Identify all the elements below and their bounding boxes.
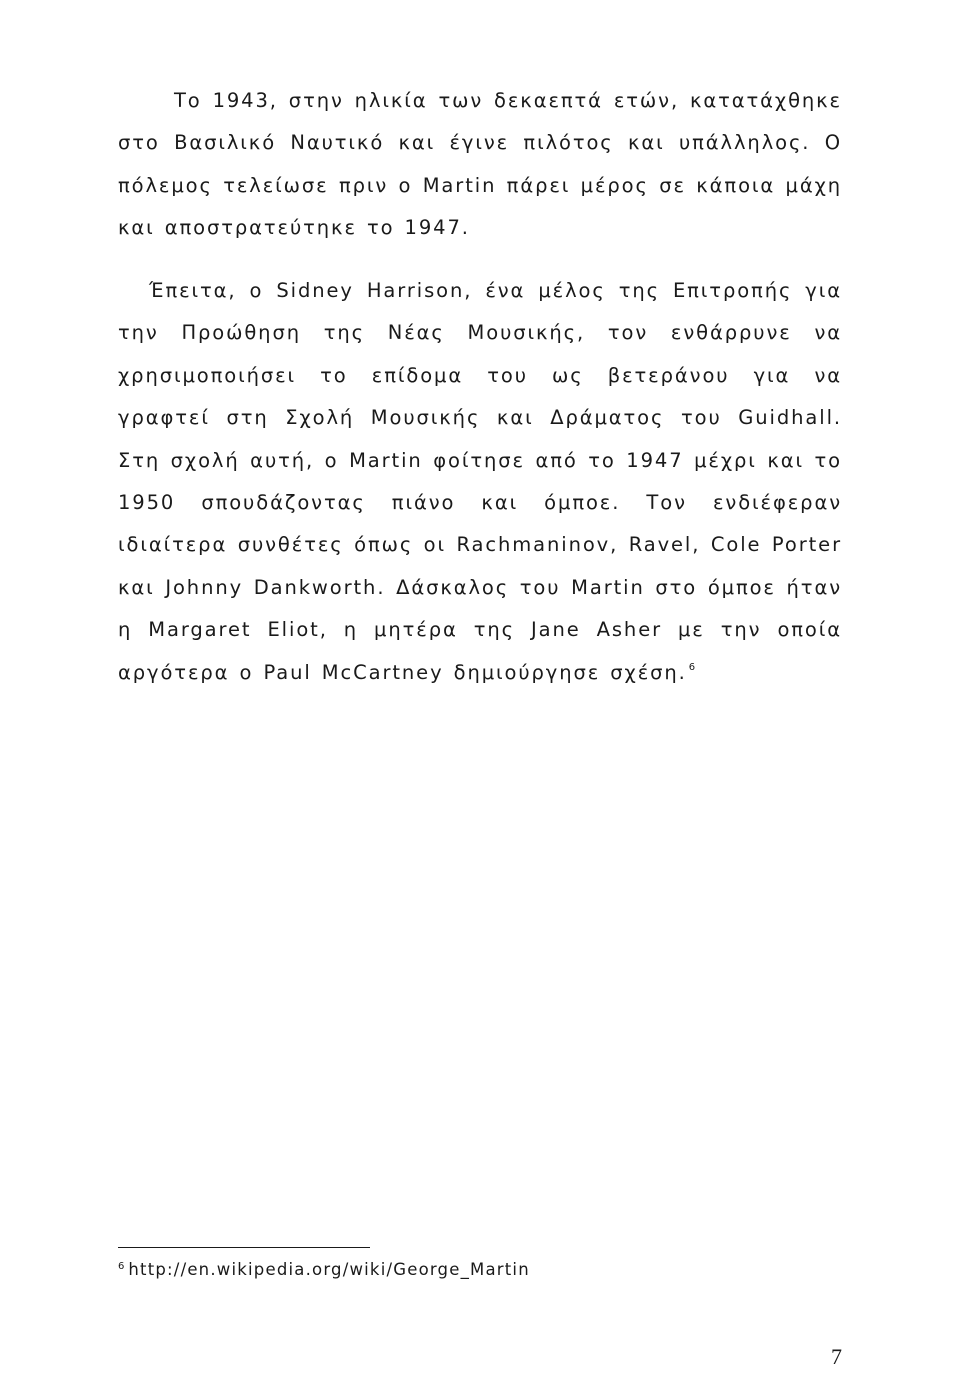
body-paragraph-2 xyxy=(118,270,842,698)
footnote xyxy=(118,1260,530,1279)
footnote-link[interactable]: http://en.wikipedia.org/wiki/George_Martin xyxy=(128,1260,530,1279)
footnote-separator xyxy=(118,1247,370,1248)
footnote-marker: 6 xyxy=(118,1261,125,1272)
footnote-reference[interactable]: 6 xyxy=(688,661,696,673)
page-number: 7 xyxy=(831,1344,842,1369)
body-paragraph-1 xyxy=(118,80,842,250)
paragraph-text: Έπειτα, ο Sidney Harrison, ένα μέλος της Επιτροπής για την Προώθηση της Νέας Μουσικής, τον ενθάρρυνε να χρησιμοποιήσει το επίδομα του ως βετεράνου για να γραφτεί στη Σχολή Μουσικής και Δράματος του Guidhall. Στη σχολή αυτή, ο Martin φοίτησε από το 1947 μέχρι και το 1950 σπουδάζοντας πιάνο και όμποε. Τον ενδιέφεραν ιδιαίτερα συνθέτες όπως οι Rachmaninov, Ravel, Cole Porter και Johnny Dankworth. Δάσκαλος του Martin στο όμποε ήταν η Margaret Eliot, η μητέρα της Jane Asher με την οποία αργότερα ο Paul McCartney δημιούργησε σχέση. xyxy=(118,279,842,684)
paragraph-text: Το 1943, στην ηλικία των δεκαεπτά ετών, κατατάχθηκε στο Βασιλικό Ναυτικό και έγινε πιλότος και υπάλληλος. Ο πόλεμος τελείωσε πριν ο Martin πάρει μέρος σε κάποια μάχη και αποστρατεύτηκε το 1947. xyxy=(118,89,842,240)
